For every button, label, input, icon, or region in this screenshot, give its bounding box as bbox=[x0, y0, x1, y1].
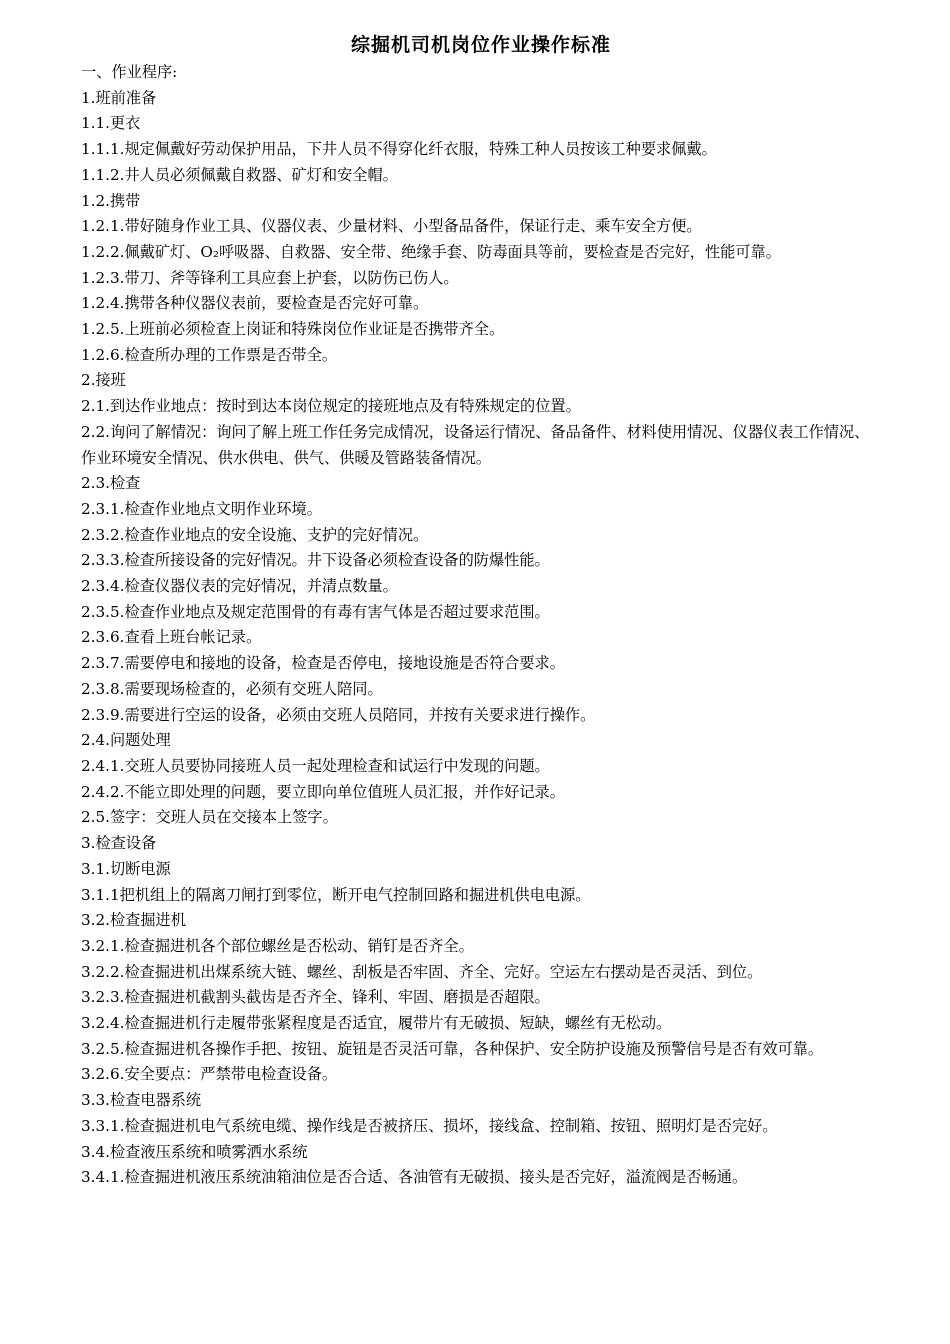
document-line: 2.3.检查 bbox=[81, 474, 141, 493]
document-line: 3.2.3.检查掘进机截割头截齿是否齐全、锋利、牢固、磨损是否超限。 bbox=[81, 988, 550, 1007]
document-line: 3.4.检查液压系统和喷雾洒水系统 bbox=[81, 1142, 308, 1161]
document-title: 综掘机司机岗位作业操作标准 bbox=[350, 34, 611, 56]
document-line: 3.3.检查电器系统 bbox=[81, 1091, 202, 1110]
document-line: 2.3.4.检查仪器仪表的完好情况，并清点数量。 bbox=[81, 577, 398, 596]
document-line: 2.4.2.不能立即处理的问题，要立即向单位值班人员汇报，并作好记录。 bbox=[81, 782, 565, 801]
document-line: 2.3.3.检查所接设备的完好情况。井下设备必须检查设备的防爆性能。 bbox=[81, 551, 550, 570]
document-line: 3.1.1把机组上的隔离刀闸打到零位，断开电气控制回路和掘进机供电电源。 bbox=[81, 885, 591, 904]
document-line: 2.3.2.检查作业地点的安全设施、支护的完好情况。 bbox=[81, 525, 429, 544]
document-line: 2.2.询问了解情况：询问了解上班工作任务完成情况，设备运行情况、备品备件、材料使用情况、仪器仪表工作情况、作业环境安全情况、供水供电、供气、供暖及管路装备情况。 bbox=[81, 422, 870, 467]
document-line: 1.2.6.检查所办理的工作票是否带全。 bbox=[81, 345, 338, 364]
document-body bbox=[81, 60, 881, 1191]
document-line: 1.1.更衣 bbox=[81, 114, 141, 133]
document-line: 2.3.7.需要停电和接地的设备，检查是否停电，接地设施是否符合要求。 bbox=[81, 654, 565, 673]
document-line: 3.4.1.检查掘进机液压系统油箱油位是否合适、各油管有无破损、接头是否完好，溢流阀是否畅通。 bbox=[81, 1168, 748, 1187]
document-line: 2.3.1.检查作业地点文明作业环境。 bbox=[81, 499, 322, 518]
document-line: 1.2.5.上班前必须检查上岗证和特殊岗位作业证是否携带齐全。 bbox=[81, 320, 505, 339]
document-line: 2.4.1.交班人员要协同接班人员一起处理检查和试运行中发现的问题。 bbox=[81, 756, 550, 775]
document-line: 2.3.9.需要进行空运的设备，必须由交班人员陪同，并按有关要求进行操作。 bbox=[81, 705, 596, 724]
document-line: 2.1.到达作业地点：按时到达本岗位规定的接班地点及有特殊规定的位置。 bbox=[81, 397, 581, 416]
document-line: 3.2.6.安全要点：严禁带电检查设备。 bbox=[81, 1065, 338, 1084]
document-page bbox=[81, 30, 881, 1191]
document-line: 1.2.1.带好随身作业工具、仪器仪表、少量材料、小型备品备件，保证行走、乘车安全方便。 bbox=[81, 217, 702, 236]
document-line: 3.2.1.检查掘进机各个部位螺丝是否松动、销钉是否齐全。 bbox=[81, 936, 474, 955]
document-line: 一、作业程序: bbox=[81, 63, 178, 81]
document-line: 3.3.1.检查掘进机电气系统电缆、操作线是否被挤压、损坏，接线盒、控制箱、按钮、照明灯是否完好。 bbox=[81, 1116, 778, 1135]
document-line: 3.检查设备 bbox=[81, 834, 157, 853]
document-line: 2.3.5.检查作业地点及规定范围骨的有毒有害气体是否超过要求范围。 bbox=[81, 602, 550, 621]
document-line: 1.2.2.佩戴矿灯、O₂呼吸器、自救器、安全带、绝缘手套、防毒面具等前，要检查是否完好，性能可靠。 bbox=[81, 242, 781, 261]
document-line: 3.2.检查掘进机 bbox=[81, 911, 186, 930]
document-line: 3.2.4.检查掘进机行走履带张紧程度是否适宜，履带片有无破损、短缺，螺丝有无松动。 bbox=[81, 1014, 672, 1033]
document-line: 1.2.3.带刀、斧等锋利工具应套上护套，以防伤已伤人。 bbox=[81, 268, 459, 287]
document-line: 1.2.携带 bbox=[81, 191, 141, 210]
document-line: 1.1.2.井人员必须佩戴自救器、矿灯和安全帽。 bbox=[81, 165, 398, 184]
document-line: 3.2.2.检查掘进机出煤系统大链、螺丝、刮板是否牢固、齐全、完好。空运左右摆动是否灵活、到位。 bbox=[81, 962, 763, 981]
document-line: 1.2.4.携带各种仪器仪表前，要检查是否完好可靠。 bbox=[81, 294, 429, 313]
document-line: 3.1.切断电源 bbox=[81, 859, 171, 878]
document-line: 2.接班 bbox=[81, 371, 126, 390]
document-line: 2.5.签字：交班人员在交接本上签字。 bbox=[81, 808, 338, 827]
document-line: 1.班前准备 bbox=[81, 88, 157, 107]
document-line: 2.3.8.需要现场检查的，必须有交班人陪同。 bbox=[81, 679, 383, 698]
document-line: 2.3.6.查看上班台帐记录。 bbox=[81, 628, 262, 647]
document-line: 1.1.1.规定佩戴好劳动保护用品，下井人员不得穿化纤衣服，特殊工种人员按该工种要求佩戴。 bbox=[81, 140, 717, 159]
document-line: 3.2.5.检查掘进机各操作手把、按钮、旋钮是否灵活可靠，各种保护、安全防护设施及预警信号是否有效可靠。 bbox=[81, 1039, 824, 1058]
document-line: 2.4.问题处理 bbox=[81, 731, 171, 750]
